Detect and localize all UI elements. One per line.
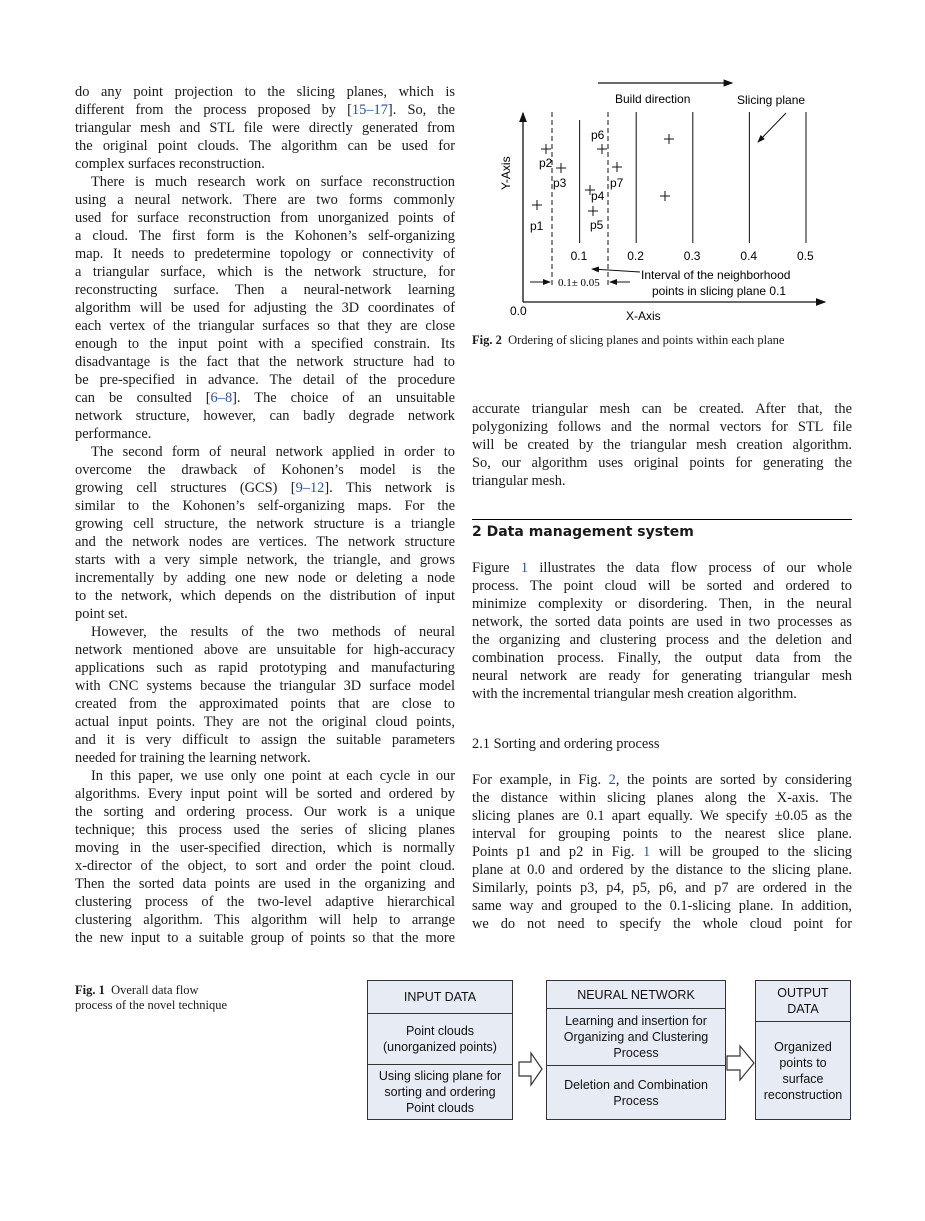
fig1-caption-line2: process of the novel technique xyxy=(75,998,228,1012)
text-line: network mentioned above are unsuitable for high-accuracy xyxy=(75,642,455,658)
interval-label-line1: Interval of the neighborhood xyxy=(641,268,791,282)
text-line: the sorting and ordering process. Our work is a unique xyxy=(75,804,455,820)
text-line: the original point clouds. The algorithm can be used for xyxy=(75,138,455,154)
neural-network-cell: Learning and insertion for Organizing and Clustering Process xyxy=(547,1008,725,1065)
text-line: Then the sorted data points are used in the organizing and xyxy=(75,876,455,892)
citation-link[interactable]: 9–12 xyxy=(295,480,325,496)
text-line: slicing planes are 0.1 apart equally. We specify ±0.05 as the xyxy=(472,808,852,824)
text-line: starts with a very simple network, the triangle, and grows xyxy=(75,552,455,568)
input-data-title: INPUT DATA xyxy=(403,990,477,1004)
text-line: a triangular surface, which is the network structure, for xyxy=(75,264,455,280)
text-line: clustering algorithm. This algorithm will help to arrange xyxy=(75,912,455,928)
text-line: a cloud. The first form is the Kohonen’s self-organizing xyxy=(75,228,455,244)
origin-label: 0.0 xyxy=(510,304,527,318)
text-line: overcome the drawback of Kohonen’s model is the xyxy=(75,462,455,478)
point-label: p3 xyxy=(553,176,567,190)
point-label: p1 xyxy=(530,219,544,233)
text-line: with the incremental triangular mesh creation algorithm. xyxy=(472,686,797,702)
text-line: Points p1 and p2 in Fig. 1 will be grouped to the slicing xyxy=(472,844,852,860)
x-tick-label: 0.1 xyxy=(570,249,588,263)
text-line: Similarly, points p3, p4, p5, p6, and p7 are ordered in the xyxy=(472,880,852,896)
text-line: complex surfaces reconstruction. xyxy=(75,156,265,172)
text-line: different from the process proposed by [15–17]. So, the xyxy=(75,102,456,118)
text-line: applications such as rapid prototyping and manufacturing xyxy=(75,660,455,676)
figure-link[interactable]: 2 xyxy=(608,772,616,788)
text-line: the distance within slicing planes along the X-axis. The xyxy=(472,790,852,806)
subsection-heading: 2.1 Sorting and ordering process xyxy=(472,736,660,752)
point-label: p2 xyxy=(539,156,553,170)
x-tick-label: 0.4 xyxy=(740,249,758,263)
figure-link[interactable]: 1 xyxy=(520,560,529,576)
text-line: reconstructing surface. Then a neural-network learning xyxy=(75,282,455,298)
text-line: So, our algorithm uses original points for generating the xyxy=(472,455,852,471)
text-line: point set. xyxy=(75,606,128,622)
text-line: growing cell structures (GCS) [9–12]. This network is xyxy=(75,480,455,496)
text-line: needed for training the learning network. xyxy=(75,750,311,766)
text-line: similar to the Kohonen’s self-organizing maps. For the xyxy=(75,498,455,514)
figure-link[interactable]: 1 xyxy=(643,844,651,860)
text-line: the organizing and clustering process and the deletion and xyxy=(472,632,852,648)
text-line: accurate triangular mesh can be created. After that, the xyxy=(472,401,852,417)
slicing-plane-label: Slicing plane xyxy=(737,93,806,107)
text-line: performance. xyxy=(75,426,152,442)
build-direction-label: Build direction xyxy=(615,92,691,106)
text-line: and it is very difficult to assign the suitable parameters xyxy=(75,732,455,748)
text-line: However, the results of the two methods of neural xyxy=(91,624,455,640)
text-line: polygonizing follows and the normal vectors for STL file xyxy=(472,419,852,435)
text-line: growing cell structure, the network structure is a triangle xyxy=(75,516,455,532)
text-line: For example, in Fig. 2, the points are sorted by considering xyxy=(472,772,852,788)
text-line: incrementally by adding one new node or deleting a node xyxy=(75,570,455,586)
flow-arrow-icon xyxy=(519,1053,542,1085)
text-line: Figure 1 illustrates the data flow process of our whole xyxy=(472,560,852,576)
x-tick-label: 0.2 xyxy=(627,249,644,263)
point-label: p5 xyxy=(590,218,604,232)
fig1-caption-label: Fig. 1 xyxy=(75,983,105,997)
text-line: used for surface reconstruction from unorganized points of xyxy=(75,210,455,226)
text-line: and the network nodes are vertices. The network structure xyxy=(75,534,455,550)
neural-network-cell: Deletion and Combination Process xyxy=(547,1065,725,1119)
text-line: we do not need to specify the whole cloud point for xyxy=(472,916,852,932)
section-heading: 2 Data management system xyxy=(472,524,694,540)
text-line: minimize complexity or disordering. Then, in the neural xyxy=(472,596,852,612)
text-line: There is much research work on surface reconstruction xyxy=(91,174,455,190)
text-line: clustering process of the two-level adaptive hierarchical xyxy=(75,894,455,910)
text-line: to the network, which depends on the distribution of input xyxy=(75,588,455,604)
text-line: combination process. Finally, the output data from the xyxy=(472,650,852,666)
text-line: interval for grouping points to the nearest slice plane. xyxy=(472,826,852,842)
interval-formula: 0.1± 0.05 xyxy=(558,277,600,289)
text-line: triangular mesh. xyxy=(472,473,566,489)
input-data-cell: Using slicing plane for sorting and ordering Point clouds xyxy=(368,1064,512,1119)
text-line: network structure, however, can badly degrade network xyxy=(75,408,455,424)
point-label: p7 xyxy=(610,176,624,190)
text-line: created from the approximated points that are close to xyxy=(75,696,455,712)
fig2-caption-text: Ordering of slicing planes and points within each plane xyxy=(508,333,785,347)
text-line: algorithm will be used for adjusting the 3D coordinates of xyxy=(75,300,455,316)
text-line: triangular mesh and STL file were directly generated from xyxy=(75,120,455,136)
text-line: network, the sorted data points are used in two processes as xyxy=(472,614,852,630)
text-line: be pre-specified in advance. The detail of the procedure xyxy=(75,372,455,388)
text-line: each vertex of the triangular surfaces so that they are close xyxy=(75,318,455,334)
text-line: In this paper, we use only one point at each cycle in our xyxy=(91,768,455,784)
text-line: using a neural network. There are two forms commonly xyxy=(75,192,455,208)
text-line: neural network are ready for generating triangular mesh xyxy=(472,668,852,684)
flow-arrow-icon xyxy=(727,1046,754,1080)
text-line: map. It needs to predetermine topology or connectivity of xyxy=(75,246,455,262)
text-line: same way and grouped to the 0.1-slicing plane. In addition, xyxy=(472,898,852,914)
output-data-cell: Organized points to surface reconstruction xyxy=(756,1021,850,1119)
text-line: actual input points. They are not the original cloud points, xyxy=(75,714,455,730)
text-line: disadvantage is the fact that the network structure had to xyxy=(75,354,455,370)
point-label: p4 xyxy=(591,189,605,203)
text-line: can be consulted [6–8]. The choice of an unsuitable xyxy=(75,390,455,406)
x-tick-label: 0.5 xyxy=(797,249,814,263)
text-line: technique; this process used the series of slicing planes xyxy=(75,822,455,838)
citation-link[interactable]: 6–8 xyxy=(210,390,233,406)
text-line: do any point projection to the slicing planes, which is xyxy=(75,84,455,100)
text-line: will be created by the triangular mesh creation algorithm. xyxy=(472,437,852,453)
text-line: moving in the user-specified direction, which is normally xyxy=(75,840,455,856)
text-line: process. The point cloud will be sorted and ordered to xyxy=(472,578,852,594)
point-label: p6 xyxy=(591,128,605,142)
fig1-caption-line1: Overall data flow xyxy=(111,983,199,997)
output-data-title: OUTPUT DATA xyxy=(777,986,829,1016)
text-line: enough to the input point with a specified constrain. Its xyxy=(75,336,455,352)
x-axis-label: X-Axis xyxy=(626,309,661,323)
citation-link[interactable]: 15–17 xyxy=(351,102,388,118)
neural-network-title: NEURAL NETWORK xyxy=(577,987,695,1002)
x-tick-label: 0.3 xyxy=(683,249,701,263)
text-line: x-director of the object, to sort and order the point cloud. xyxy=(75,858,455,874)
text-line: The second form of neural network applied in order to xyxy=(91,444,455,460)
fig2-caption-label: Fig. 2 xyxy=(472,333,502,347)
input-data-cell: Point clouds (unorganized points) xyxy=(368,1013,512,1064)
text-line: the new input to a suitable group of points so that the more xyxy=(75,930,455,946)
text-line: plane at 0.0 and ordered by the distance to the slicing plane. xyxy=(472,862,852,878)
text-line: with CNC systems because the triangular 3D surface model xyxy=(75,678,455,694)
text-line: algorithms. Every input point will be sorted and ordered by xyxy=(75,786,455,802)
interval-label-line2: points in slicing plane 0.1 xyxy=(652,284,787,298)
y-axis-label: Y-Axis xyxy=(499,156,513,190)
